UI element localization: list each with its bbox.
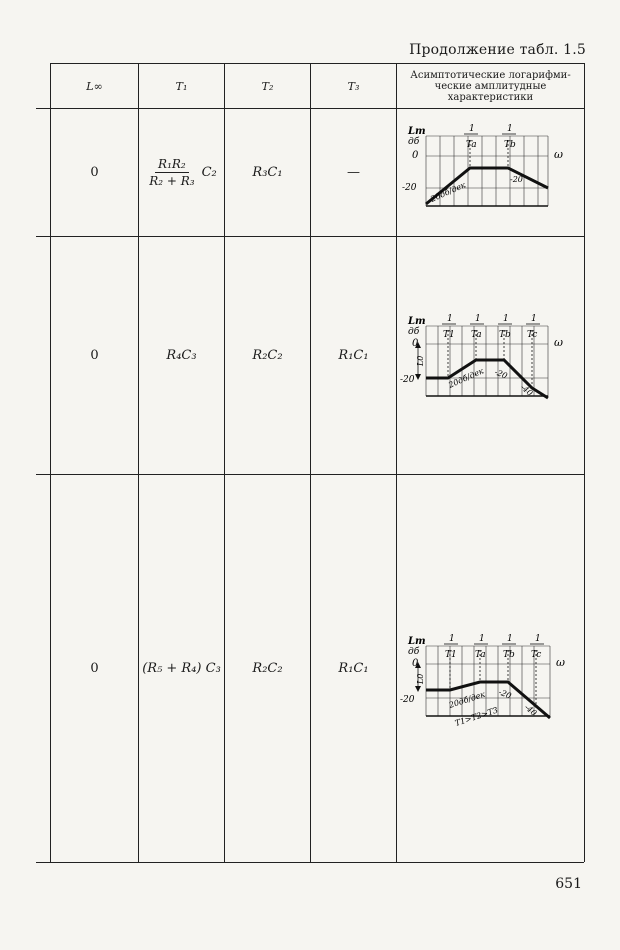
row2-t1: R₄C₃ [166,348,197,363]
chart3-corner-2-den: Ta [475,650,486,660]
chart1-omega: ω [554,148,563,161]
chart2-corner-1-den: T1 [443,330,455,340]
chart2-y-title: Lm [408,316,426,327]
chart1-slope-2: -20 [510,175,523,184]
row1-t1-denominator: R₂ + R₃ [149,174,195,188]
chart3-corner-3-num: 1 [507,634,513,644]
chart2-y-low: -20 [400,375,415,385]
row3-t1: (R₅ + R₄) C₃ [142,661,221,676]
chart1-y-low: -20 [402,183,417,193]
chart2-l0-label: L0 [416,355,425,366]
chart3-y-low: -20 [400,695,415,705]
chart2-corner-1-num: 1 [447,314,453,324]
lam-chart-3 [398,628,578,738]
row1-t1-suffix: C₂ [201,165,217,180]
col-divider-4 [396,63,397,862]
page-number: 651 [555,876,582,892]
row1-t2: R₃C₁ [252,165,283,180]
chart2-omega: ω [554,336,563,349]
row1-t1-numerator: R₁R₂ [155,157,189,173]
chart3-slope-2: -20 [497,687,513,701]
row3-l-inf: 0 [90,661,99,676]
header-t1: T₁ [175,79,188,93]
chart3-y-zero: 0 [412,658,419,669]
chart3-corner-4-num: 1 [535,634,541,644]
chart1-corner-2-num: 1 [507,124,513,134]
chart2-slope-2: -20 [493,367,509,381]
chart2-slope-3: -40 [518,382,535,398]
chart1-corner-1-num: 1 [469,124,475,134]
chart2-y-unit: дб [408,327,420,337]
chart1-y-unit: дб [408,137,420,147]
header-characteristics: Асимптотические логарифми-ческие амплитудные характеристики [410,69,571,103]
chart2-y-zero: 0 [412,338,419,349]
chart3-l0-label: L0 [416,673,425,684]
row1-t1-fraction [146,157,197,188]
header-t2: T₂ [261,79,274,93]
chart3-corner-3-den: Tb [503,650,515,660]
row3-t2: R₂C₂ [252,661,283,676]
chart2-corner-3-num: 1 [503,314,509,324]
chart3-condition: T1>T2>T3 [453,705,500,728]
chart3-corner-1-num: 1 [449,634,455,644]
chart2-corner-2-num: 1 [475,314,481,324]
chart3-y-title: Lm [408,636,426,647]
chart3-slope-3: -40 [522,702,539,718]
header-t3: T₃ [347,79,360,93]
chart1-corner-2-den: Tb [504,140,516,150]
chart3-y-unit: дб [408,647,420,657]
row2-t2: R₂C₂ [252,348,283,363]
chart1-corner-1-den: Ta [466,140,477,150]
lam-chart-2 [398,308,578,408]
chart2-slope-1: 20дб/дек [447,366,486,390]
table-right-border [584,63,585,862]
chart3-corner-1-den: T1 [445,650,457,660]
chart2-corner-2-den: Ta [471,330,482,340]
chart1-y-title: Lm [408,126,426,137]
chart2-corner-3-den: Tb [499,330,511,340]
lam-chart-1 [398,118,578,218]
chart3-slope-1: 20дб/дек [447,689,487,710]
chart2-corner-4-num: 1 [531,314,537,324]
row3-t3: R₁C₁ [338,661,369,676]
row1-l-inf: 0 [90,165,99,180]
chart1-y-zero: 0 [412,150,419,161]
row1-t3: — [347,165,360,180]
chart3-corner-4-den: Tc [531,650,542,660]
chart2-corner-4-den: Tc [527,330,538,340]
row2-l-inf: 0 [90,348,99,363]
header-l-inf: L∞ [86,79,103,93]
table-bottom-border [36,862,584,863]
continuation-title: Продолжение табл. 1.5 [409,42,586,58]
chart3-corner-2-num: 1 [479,634,485,644]
chart3-omega: ω [556,656,565,669]
row2-t3: R₁C₁ [338,348,369,363]
chart1-slope-1: 20дб/дек [429,180,468,204]
row1-t1 [139,109,224,236]
